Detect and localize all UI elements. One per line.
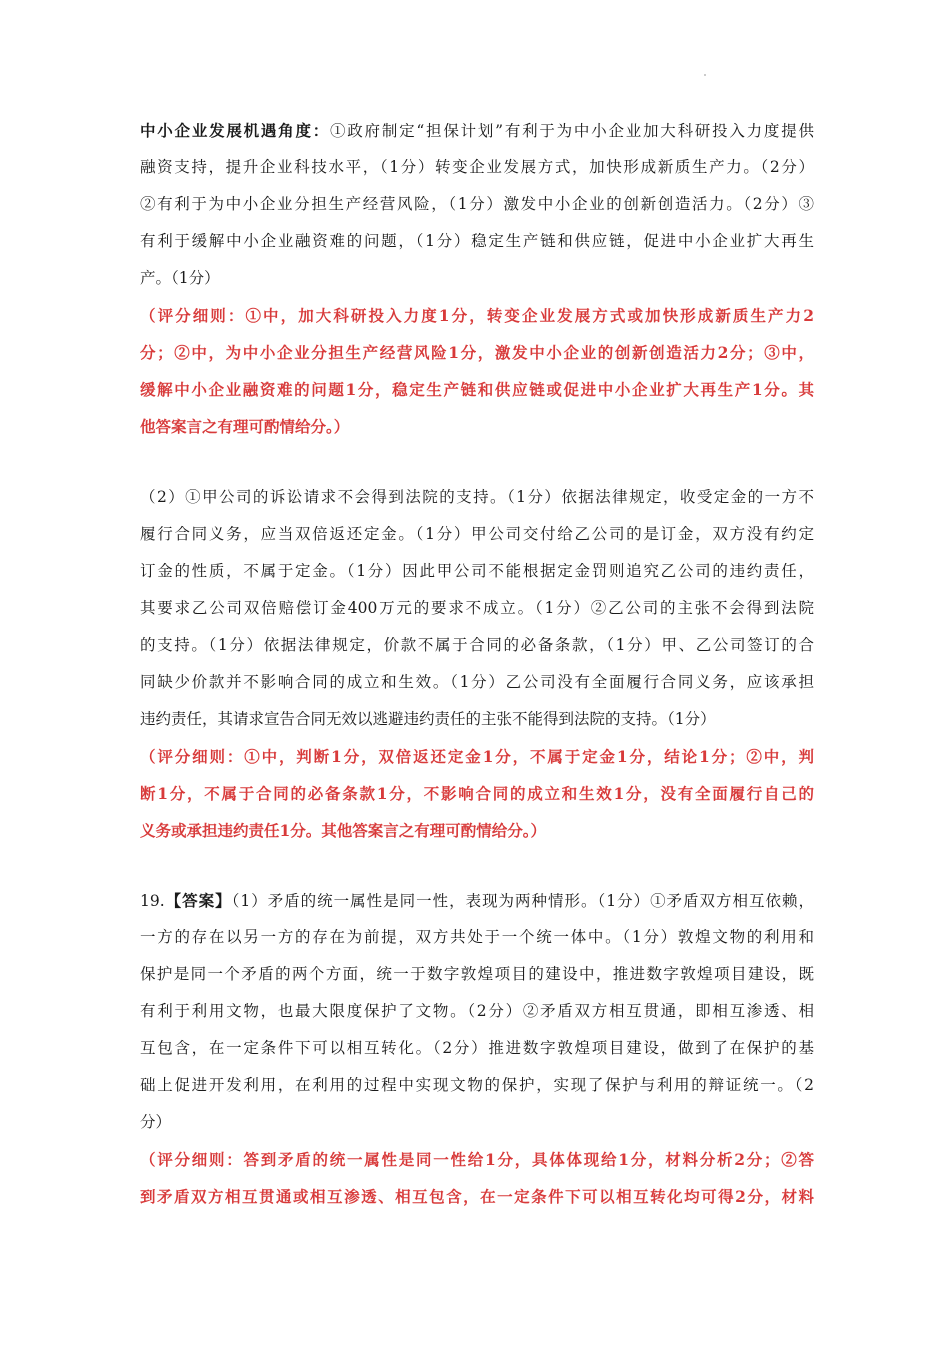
text-line: 履行合同义务，应当双倍返还定金。（1分）甲公司交付给乙公司的是订金，双方没有约定: [140, 525, 814, 543]
section-question-19: [140, 882, 814, 1215]
text-line: 保护是同一个矛盾的两个方面，统一于数字敦煌项目的建设中，推进数字敦煌项目建设，既: [140, 965, 814, 983]
text-line: （2）①甲公司的诉讼请求不会得到法院的支持。（1分）依据法律规定，收受定金的一方不: [140, 488, 814, 506]
section-sme-opportunities: [140, 112, 814, 445]
scoring-line: 到矛盾双方相互贯通或相互渗透、相互包含，在一定条件下可以相互转化均可得2分，材料: [140, 1187, 814, 1206]
scoring-line: 断1分，不属于合同的必备条款1分，不影响合同的成立和生效1分，没有全面履行自己的: [140, 784, 814, 803]
text-line: 有利于缓解中小企业融资难的问题，（1分）稳定生产链和供应链，促进中小企业扩大再生: [140, 232, 814, 250]
text-line: 有利于利用文物，也最大限度保护了文物。（2分）②矛盾双方相互贯通，即相互渗透、相: [140, 1002, 814, 1020]
text-line: 违约责任，其请求宣告合同无效以逃避违约责任的主张不能得到法院的支持。（1分）: [140, 710, 716, 728]
scoring-line: 他答案言之有理可酌情给分。）: [140, 417, 350, 436]
scoring-line: （评分细则：①中，加大科研投入力度1分，转变企业发展方式或加快形成新质生产力2: [140, 306, 814, 325]
answer-tag: 【答案】: [164, 891, 232, 910]
text-line: 互包含，在一定条件下可以相互转化。（2分）推进数字敦煌项目建设，做到了在保护的基: [140, 1039, 814, 1057]
scoring-line: 缓解中小企业融资难的问题1分，稳定生产链和供应链或促进中小企业扩大再生产1分。其: [140, 380, 814, 399]
text-line: 一方的存在以另一方的存在为前提，双方共处于一个统一体中。（1分）敦煌文物的利用和: [140, 928, 814, 946]
text-line: 中小企业发展机遇角度：①政府制定“担保计划”有利于为中小企业加大科研投入力度提供: [140, 121, 814, 140]
text-line: 订金的性质，不属于定金。（1分）因此甲公司不能根据定金罚则追究乙公司的违约责任，: [140, 562, 814, 580]
text-line: 产。（1分）: [140, 269, 220, 287]
page-speck: [704, 74, 706, 76]
section-heading: 中小企业发展机遇角度：: [140, 121, 330, 140]
text-line: 融资支持，提升企业科技水平，（1分）转变企业发展方式，加快形成新质生产力。（2分）: [140, 158, 814, 176]
scoring-line: （评分细则：①中，判断1分，双倍返还定金1分，不属于定金1分，结论1分；②中，判: [140, 747, 814, 766]
scoring-line: 义务或承担违约责任1分。其他答案言之有理可酌情给分。）: [140, 821, 547, 840]
text-line: 分）: [140, 1113, 172, 1131]
document-page: [140, 112, 814, 1215]
text-line: 础上促进开发利用，在利用的过程中实现文物的保护，实现了保护与利用的辩证统一。（2: [140, 1076, 814, 1094]
text-line: 其要求乙公司双倍赔偿订金400万元的要求不成立。（1分）②乙公司的主张不会得到法院: [140, 599, 814, 617]
scoring-line: 分；②中，为中小企业分担生产经营风险1分，激发中小企业的创新创造活力2分；③中，: [140, 343, 814, 362]
text-line: 的支持。（1分）依据法律规定，价款不属于合同的必备条款，（1分）甲、乙公司签订的合: [140, 636, 814, 654]
scoring-line: （评分细则：答到矛盾的统一属性是同一性给1分，具体体现给1分，材料分析2分；②答: [140, 1150, 814, 1169]
text-line: 19.【答案】（1）矛盾的统一属性是同一性，表现为两种情形。（1分）①矛盾双方相互依赖，: [140, 891, 814, 910]
text-line: 同缺少价款并不影响合同的成立和生效。（1分）乙公司没有全面履行合同义务，应该承担: [140, 673, 814, 691]
question-number: 19.: [140, 892, 165, 910]
section-contract-dispute: [140, 479, 814, 849]
text-line: ②有利于为中小企业分担生产经营风险，（1分）激发中小企业的创新创造活力。（2分）③: [140, 195, 814, 213]
